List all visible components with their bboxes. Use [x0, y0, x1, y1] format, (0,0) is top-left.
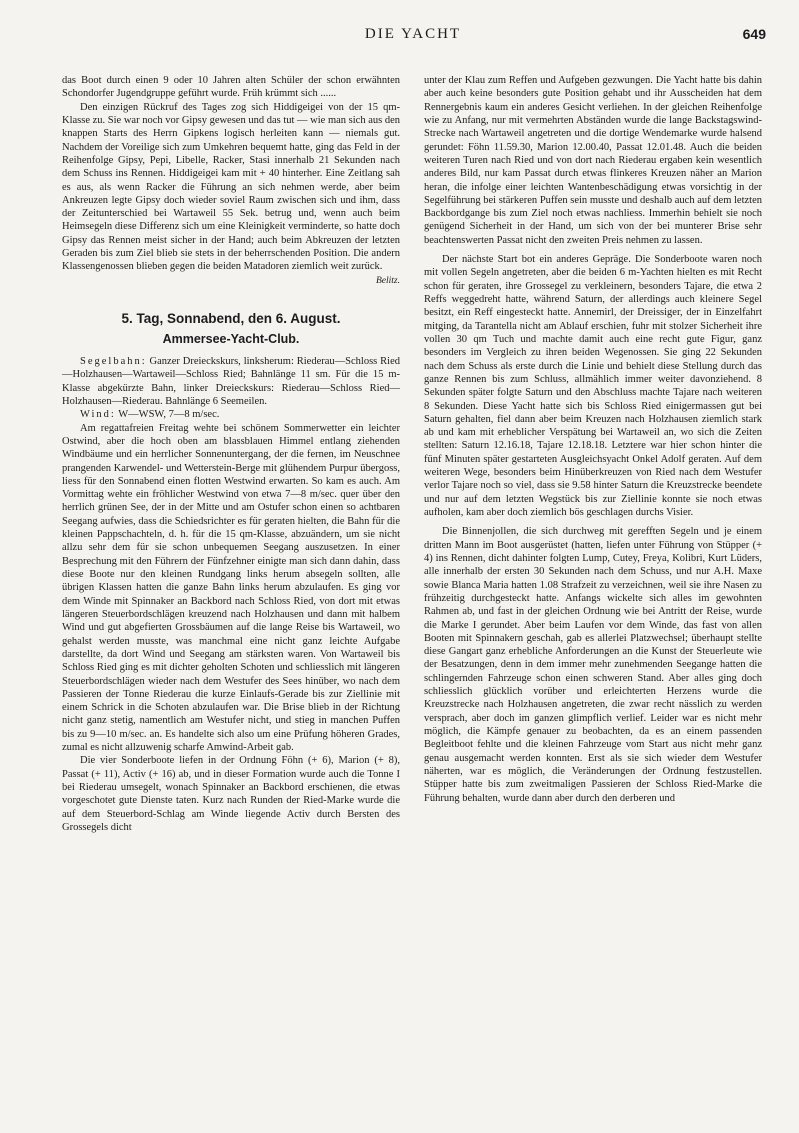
paragraph: Den einzigen Rückruf des Tages zog sich Hiddigeigei von der 15 qm-Klasse zu. Sie war noch vor Gipsy gewesen und das tut — wie man sich aus den knappen Starts des Herrn Gipkens logisch herleiten kann — niemals gut. Nachdem der Voreilige sich zum Umkehren bequemt hatte, ging das Feld in der Reihenfolge Gipsy, Pepi, Libelle, Racker, Stasi innerhalb 21 Sekunden nach dem Schuss ins Rennen. Hiddigeigei kam mit + 40 hinterher. Eine Zeitlang sah es aus, als wenn Racker die Führung an sich nehmen werde, aber beim Ankreuzen legte Gipsy doch wieder soviel Raum zwischen sich und ihm, dass der Zeitunterschied bei Wartaweil 55 Sek. betrug und, wenn auch beim Heimsegeln diese Differenz sich um eine Kleinigkeit verminderte, so hatte doch Gipsy das Rennen meist sicher in der Hand; auch beim Abkreuzen der letzten Geraden bis zum Ziel blieb sie stets in der beherrschenden Position. Die andern Klassengenossen blieben gegen die beiden Matadoren ziemlich weit zurück.	[62, 101, 400, 273]
paragraph: Die vier Sonderboote liefen in der Ordnung Föhn (+ 6), Marion (+ 8), Passat (+ 11), Activ (+ 16) ab, und in dieser Formation wurde auch die Tonne I bei Riederau umsegelt, wonach Spinnaker an Backbord erschienen, die etwas vorgeschotet gute Dienste taten. Kurz nach Runden der Ried-Marke wurde die auf dem Steuerbord-Schlag am Winde liegende Activ durch Bersten des Grossegels dicht	[62, 755, 400, 833]
left-column	[62, 74, 400, 834]
wind-text: W—WSW, 7—8 m/sec.	[115, 409, 220, 421]
section-subtitle: Ammersee-Yacht-Club.	[162, 332, 300, 346]
paragraph: Die Binnenjollen, die sich durchweg mit gerefften Segeln und je einem dritten Mann im Boot ausgerüstet (hatten, liefen unter Führung von Stüpper (+ 4) ins Rennen, dicht dahinter folgten Lump, Cutey, Freya, Kolibri, Kurt Lüders, alle innerhalb der ersten 30 Sekunden nach dem Schuss, und nur A.H. Maxe sowie Blanca Maria hatten 1.08 Strafzeit zu verzeichnen, weil sie ihre Nasen zu frühzeitig durchgesteckt hatte. Anfangs wickelte sich alles im gewohnten Rahmen ab, und fast in der gleichen Ordnung wie bei Antritt der Reise, wurde die Marke I gerundet. Aber beim Laufen vor dem Winde, das fast von allen Booten mit Spinnakern geschah, gab es allerlei Platzwechsel; überhaupt stellte diese Gangart ganz erhebliche Anforderungen an die Kunst der Steuerleute wie der Besatzungen, denn in dem immer mehr zunehmenden Seegange hatten die schlingernden Fahrzeuge schon einen schweren Stand. Aber alles ging doch schliesslich glücklich vorüber und erleichterten Herzens wurde die Kreuzstrecke nach Holzhausen angetreten, die zwar recht nässlich zu werden versprach, aber doch im ganzen glimpflich verlief. Leider war es nicht mehr möglich, die Kämpfe genauer zu beobachten, da es an einem passenden Begleitboot fehlte und die kleinen Fahrzeuge vom Start aus nicht mehr ganz genau ausgemacht werden konnten. Erst als sie sich wieder dem Westufer näherten, war es möglich, die Veränderungen der Ordnung festzustellen. Stüpper hatte bis zum zweitmaligen Passieren der Schloss Ried-Marke die Führung behalten, wurde dann aber durch den derberen und	[424, 526, 762, 804]
section-title: 5. Tag, Sonnabend, den 6. August.	[121, 311, 341, 326]
page-number: 649	[742, 26, 766, 42]
page-header	[60, 26, 766, 50]
course-paragraph	[62, 355, 400, 408]
paragraph: unter der Klau zum Reffen und Aufgeben gezwungen. Die Yacht hatte bis dahin aber auch keine besonders gute Position gehabt und ihr Ausscheiden hat dem Rennergebnis kaum ein anderes Gesicht verliehen. In der gleichen Reihenfolge wie zu Anfang, nur mit vermehrten Abständen wurde die lange Backstagswind-Strecke nach Wartaweil angetreten und die dortige Wendemarke wurde halsend gerundet: Föhn 11.59.30, Marion 12.00.40, Passat 12.01.48. Auch die beiden weiteren Turen nach Ried und von dort nach Riederau ergaben kein wesentlich anderes Bild, nur kam Passat durch etwas flinkeres Kreuzen näher an Marion heran, die infolge einer leichten Wantenbeschädigung etwas vorsichtig in der Segelführung bei stärkeren Puffen sein musste und deshalb auch auf dem letzten Backbordgange bis zum Ziel noch etwas nachliess. Immerhin behielt sie noch genügend Sicherheit in der Hand, um sich von der bei munterer Brise sehr beachtenswerten Passat nicht den zweiten Preis nehmen zu lassen.	[424, 75, 762, 246]
course-text: Ganzer Dreieckskurs, linksherum: Riederau—Schloss Ried—Holzhausen—Wartaweil—Schloss Ried; Bahnlänge 11 sm. Für die 15 m-Klasse abgekürzte Bahn, linker Dreieckskurs: Riederau—Schloss Ried—Holzhausen—Riederau. Bahnlänge 6 Seemeilen.	[62, 356, 400, 407]
paragraph: Der nächste Start bot ein anderes Gepräge. Die Sonderboote waren noch mit vollen Segeln angetreten, aber die beiden 6 m-Yachten hielten es mit Recht schon für geraten, ihre Grossegel zu verkleinern, besonders Tajare, die etwa 2 Reffs weggedreht hatte, während Saturn, der allerdings auch kleinere Segel besitzt, ein Reff eingesteckt hatte. Annemirl, der Dreissiger, der in Einzelfahrt mitging, da Tarantella nicht am Ablauf erschien, fuhr mit stolzer Sicherheit ihre vollen 30 qm Tuch und machte damit auch eine recht gute Figur, ganz besonders im Vergleich zu ihren beiden Wegenossen. Sie ging 22 Sekunden nach dem Schuss als erste durch die Linie und behielt diese Stellung durch das ganze Rennen bis zum Schluss, allmählich immer weiter davonziehend. 8 Sekunden später folgte Saturn und den Abschluss machte Tajare nach weiteren 8 Sekunden. Diese Yacht hatte sich bis Schloss Ried einigermassen gut bei Saturn gehalten, fiel dann aber beim Kreuzen nach Holzhausen ziemlich stark ab und kam mit erheblicher Verspätung bei Wartaweil an, wo sich die Zeiten stellten: Saturn 12.16.18, Tajare 12.18.18. Letztere war hier schon hinter die fünf Minuten später gestarteten Ausgleichsyacht Onkel Adolf geraten. Auf dem weiteren Wege, besonders beim Hinüberkreuzen von Ried nach dem Westufer verlor Tajare noch so viel, dass sie 9.58 hinter Saturn die Kreuzstrecke beendete und nur auf dem letzten Wegstück bis zur Ziellinie konnte sie noch etwas aufholen, kam aber doch ziemlich bös geschlagen durchs Visier.	[424, 254, 762, 518]
wind-paragraph	[62, 408, 400, 421]
journal-title: DIE YACHT	[364, 26, 462, 42]
wind-label: Wind:	[80, 409, 116, 421]
paragraph: Am regattafreien Freitag wehte bei schönem Sommerwetter ein leichter Ostwind, aber die hoch oben am blassblauen Himmel entlang ziehenden Windbäume und ein herrlicher Sonnenuntergang, der die fernen, im Neuschnee prangenden Karwendel- und Wetterstein-Berge mit glühendem Purpur übergoss, liess für den Sonnabend einen flotten Westwind erwarten. So kam es auch. Am Vormittag wehte ein fröhlicher Westwind von etwa 7—8 m/sec. quer über den herrlich grünen See, der in der Mitte und am Ostufer schon einen so achtbaren Seegang aufwies, dass die Schiedsrichter es für geraten hielten, die Bahn für die kleinen Pappschachteln, d. h. für die 15 qm-Klasse, abzuändern, um sie nicht allzu sehr dem für sie schon unbequemen Seegang auszusetzen. In einer Besprechung mit den Führern der Fünfzehner einigte man sich dann dahin, dass diese Boote nur den kleinen Rundgang links herum absegeln sollten, alle übrigen Klassen hatten die ganze Bahn links herum abzulaufen. Es ging vor dem Winde mit Spinnaker an Backbord nach Schloss Ried, von dort mit etwas längeren Steuerbordschlägen kreuzend nach Holzhausen und dann mit halbem Wind und gut abgefierten Grossbäumen auf die lange Reise bis Wartaweil, wo gehalst werden musste, was manchmal eine nicht ganz leichte Aufgabe darstellte, da dort Wind und Seegang am stärksten waren. Von Wartaweil bis Schloss Ried ging es mit dichter geholten Schoten und schliesslich mit längeren Steuerbordschlägen wieder nach dem Westufer des Sees hinüber, wo nach dem Passieren der Tonne Riederau die kurze Einlaufs-Gerade bis zur Ziellinie mit einem Schrick in die Schoten abzulaufen war. Die Brise blieb in der Richtung nicht ganz stetig, namentlich am Westufer nicht, und stieg in manchen Puffen bis zu 9—10 m/sec. an. Es handelte sich also um eine Prüfung höheren Grades, zumal es nicht allzuwenig scharfe Amwind-Arbeit gab.	[62, 422, 400, 754]
paragraph: das Boot durch einen 9 oder 10 Jahren alten Schüler der schon erwähnten Schondorfer Jugendgruppe geführt wurde. Früh krümmt sich ......	[62, 75, 400, 100]
right-column	[424, 74, 762, 805]
author-signature: Belitz.	[375, 275, 400, 286]
course-label: Segelbahn:	[80, 356, 147, 367]
